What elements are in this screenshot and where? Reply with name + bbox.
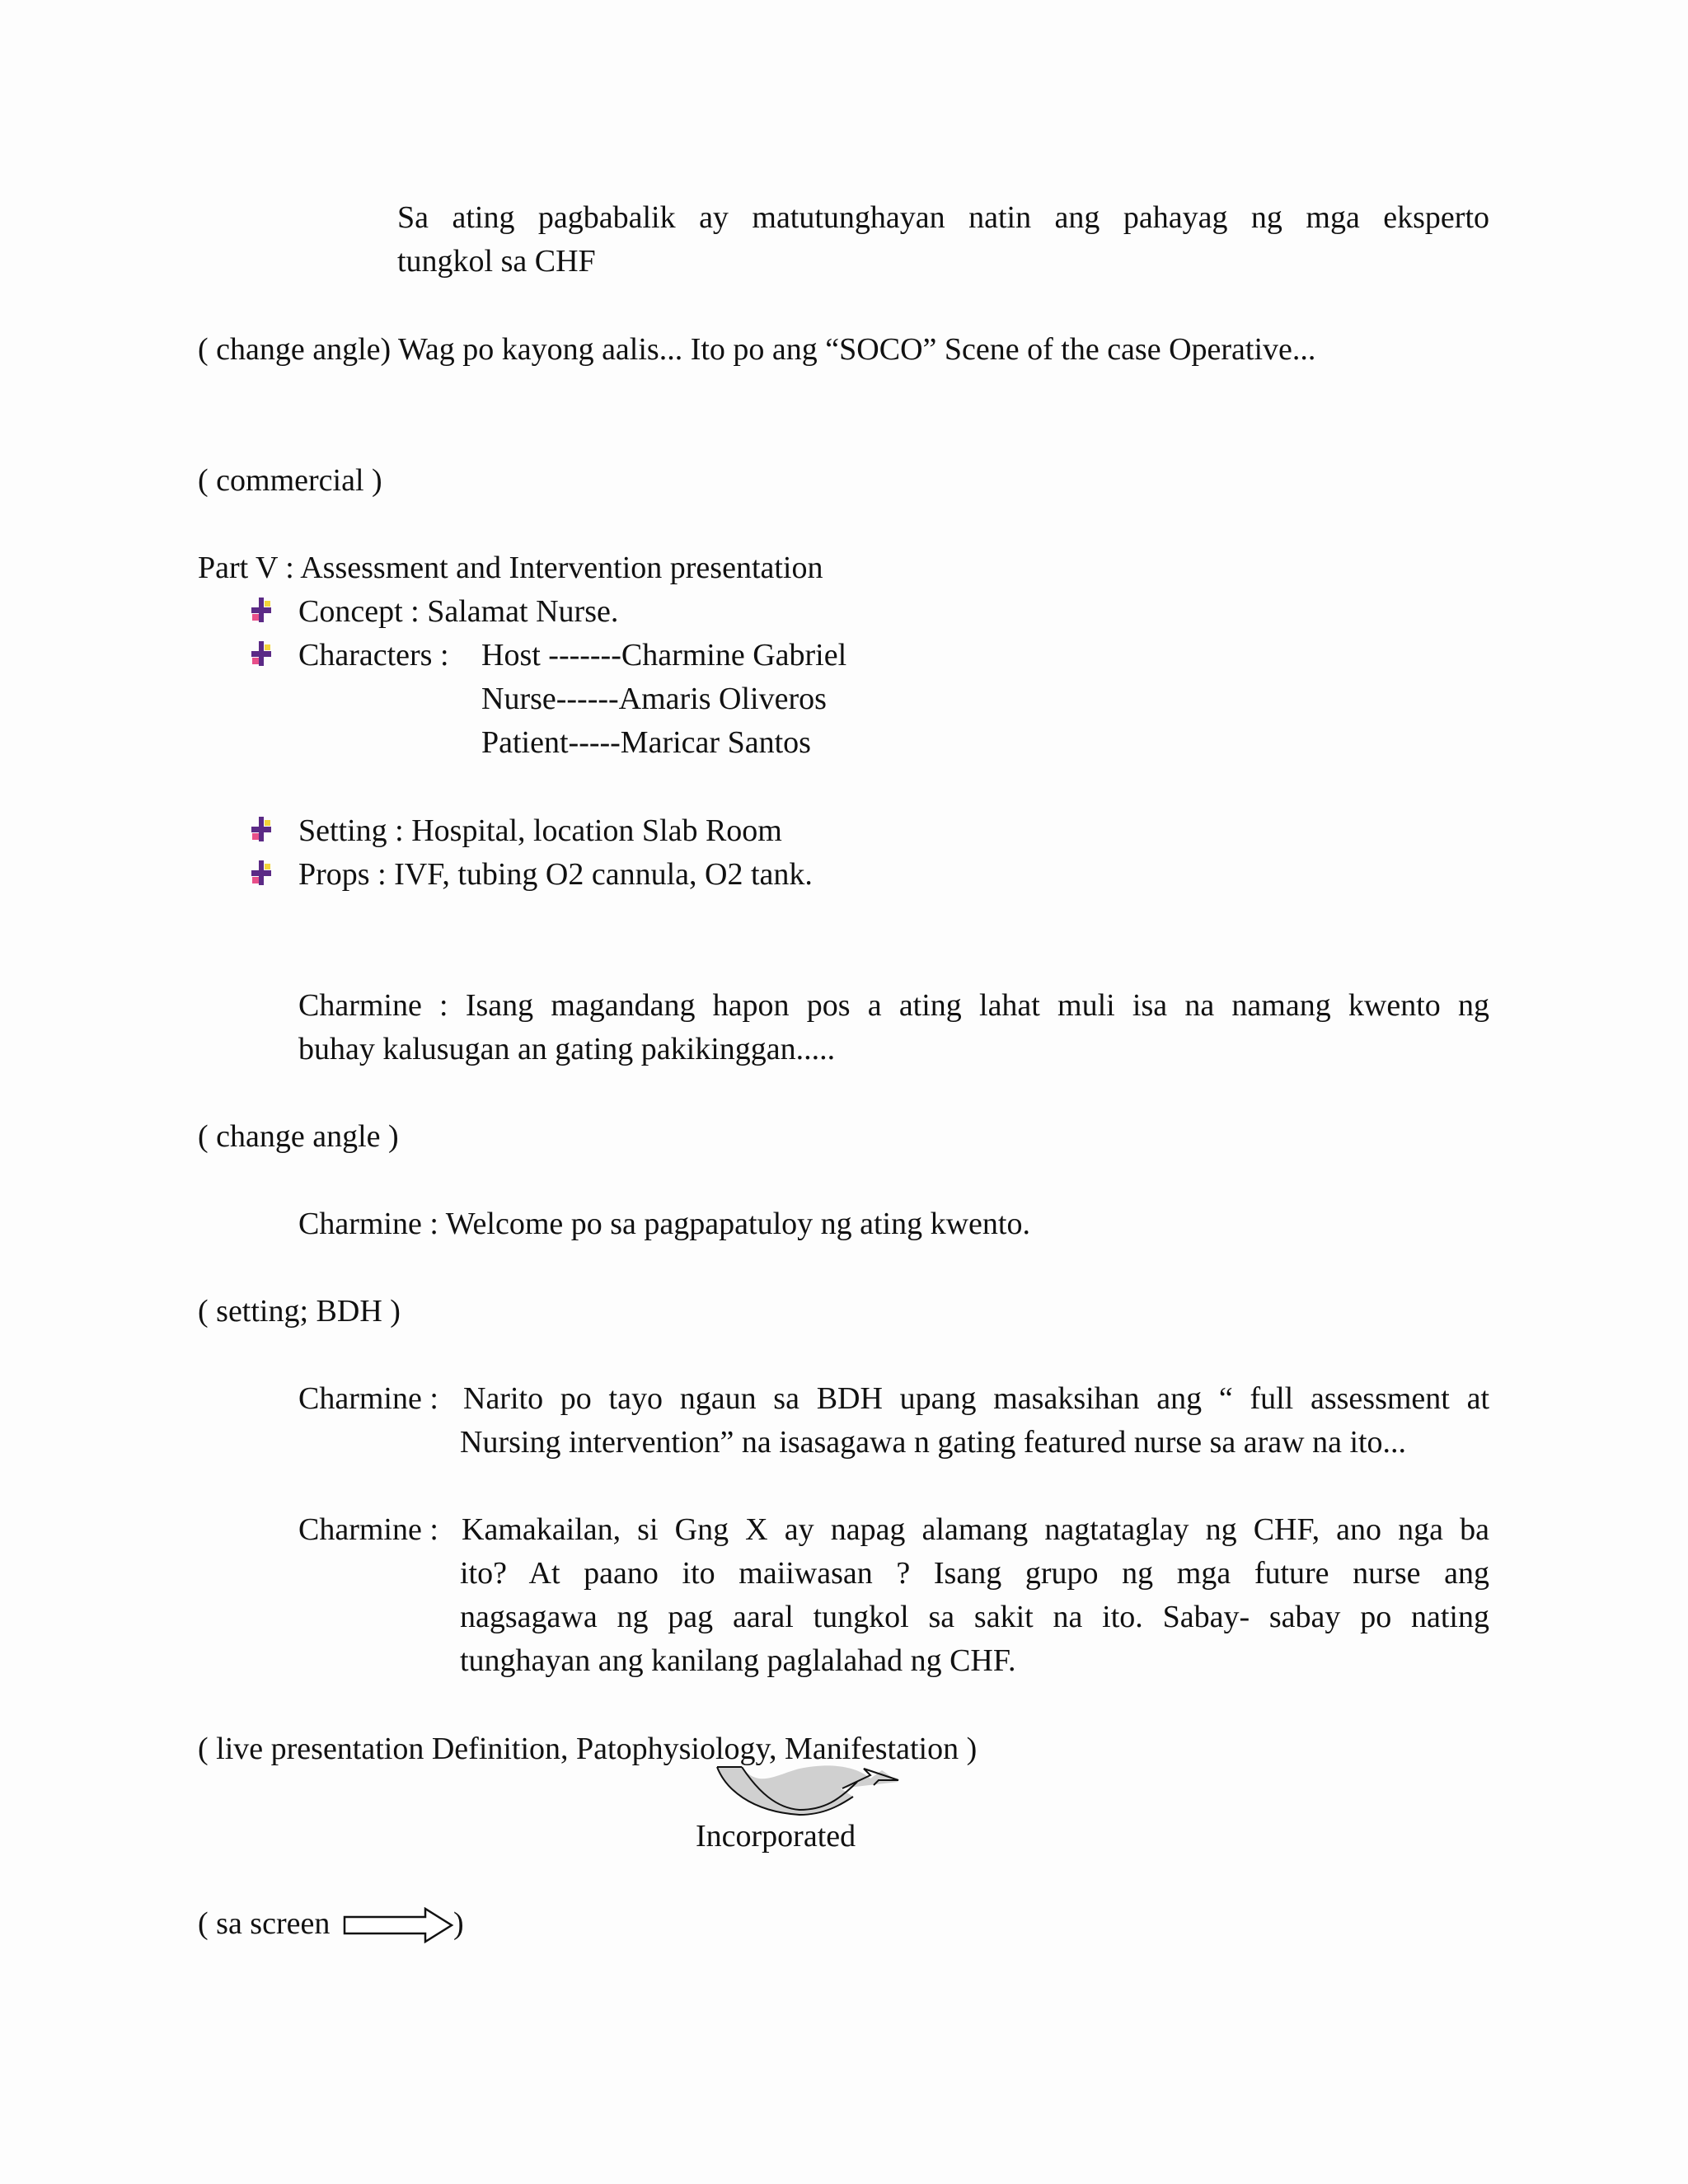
dialog-3-speaker: Charmine : [298,1381,438,1416]
bullet-setting: Setting : Hospital, location Slab Room [298,813,782,848]
right-arrow-icon [343,1907,455,1943]
intro-line-1: Sa ating pagbabalik ay matutunghayan natin ang pahayag ng mga eksperto [397,200,1489,235]
stage-direction-commercial: ( commercial ) [198,463,382,498]
dialog-1-line-2: buhay kalusugan an gating pakikinggan..... [298,1032,836,1066]
part-title: Part V : Assessment and Intervention presentation [198,551,823,585]
dialog-4-line-2: ito? At paano ito maiiwasan ? Isang grupo ng mga future nurse ang [460,1556,1489,1591]
bullet-icon [250,815,273,843]
dialog-2: Charmine : Welcome po sa pagpapatuloy ng ating kwento. [298,1207,1030,1241]
stage-direction-setting-bdh: ( setting; BDH ) [198,1294,401,1329]
dialog-4-line-4: tunghayan ang kanilang paglalahad ng CHF. [460,1643,1016,1678]
curved-arrow-icon [709,1764,907,1821]
intro-line-2: tungkol sa CHF [397,244,596,279]
bullet-props: Props : IVF, tubing O2 cannula, O2 tank. [298,857,813,892]
incorporated-label: Incorporated [696,1819,856,1854]
bullet-characters-label: Characters : [298,638,449,673]
dialog-3-line-2: Nursing intervention” na isasagawa n gating featured nurse sa araw na ito... [460,1425,1407,1460]
dialog-4-line-1: Kamakailan, si Gng X ay napag alamang nagtataglay ng CHF, ano nga ba [462,1512,1489,1547]
dialog-4-line-3: nagsagawa ng pag aaral tungkol sa sakit na ito. Sabay- sabay po nating [460,1600,1489,1634]
dialog-1-line-1: Charmine : Isang magandang hapon pos a ating lahat muli isa na namang kwento ng [298,988,1489,1023]
stage-direction-change-angle: ( change angle) Wag po kayong aalis... Ito po ang “SOCO” Scene of the case Operative... [198,332,1316,367]
stage-direction-change-angle-2: ( change angle ) [198,1119,399,1154]
sa-screen-close-paren: ) [453,1906,464,1941]
bullet-icon [250,640,273,668]
bullet-icon [250,859,273,887]
stage-direction-live-presentation: ( live presentation Definition, Patophysiology, Manifestation ) [198,1732,978,1766]
dialog-4-speaker: Charmine : [298,1512,438,1547]
stage-direction-sa-screen: ( sa screen [198,1906,331,1941]
character-nurse: Nurse------Amaris Oliveros [481,682,827,716]
character-host: Host -------Charmine Gabriel [481,638,847,673]
character-patient: Patient-----Maricar Santos [481,725,811,760]
dialog-3-line-1: Narito po tayo ngaun sa BDH upang masaksihan ang “ full assessment at [463,1381,1489,1416]
bullet-concept: Concept : Salamat Nurse. [298,594,619,629]
bullet-icon [250,596,273,624]
